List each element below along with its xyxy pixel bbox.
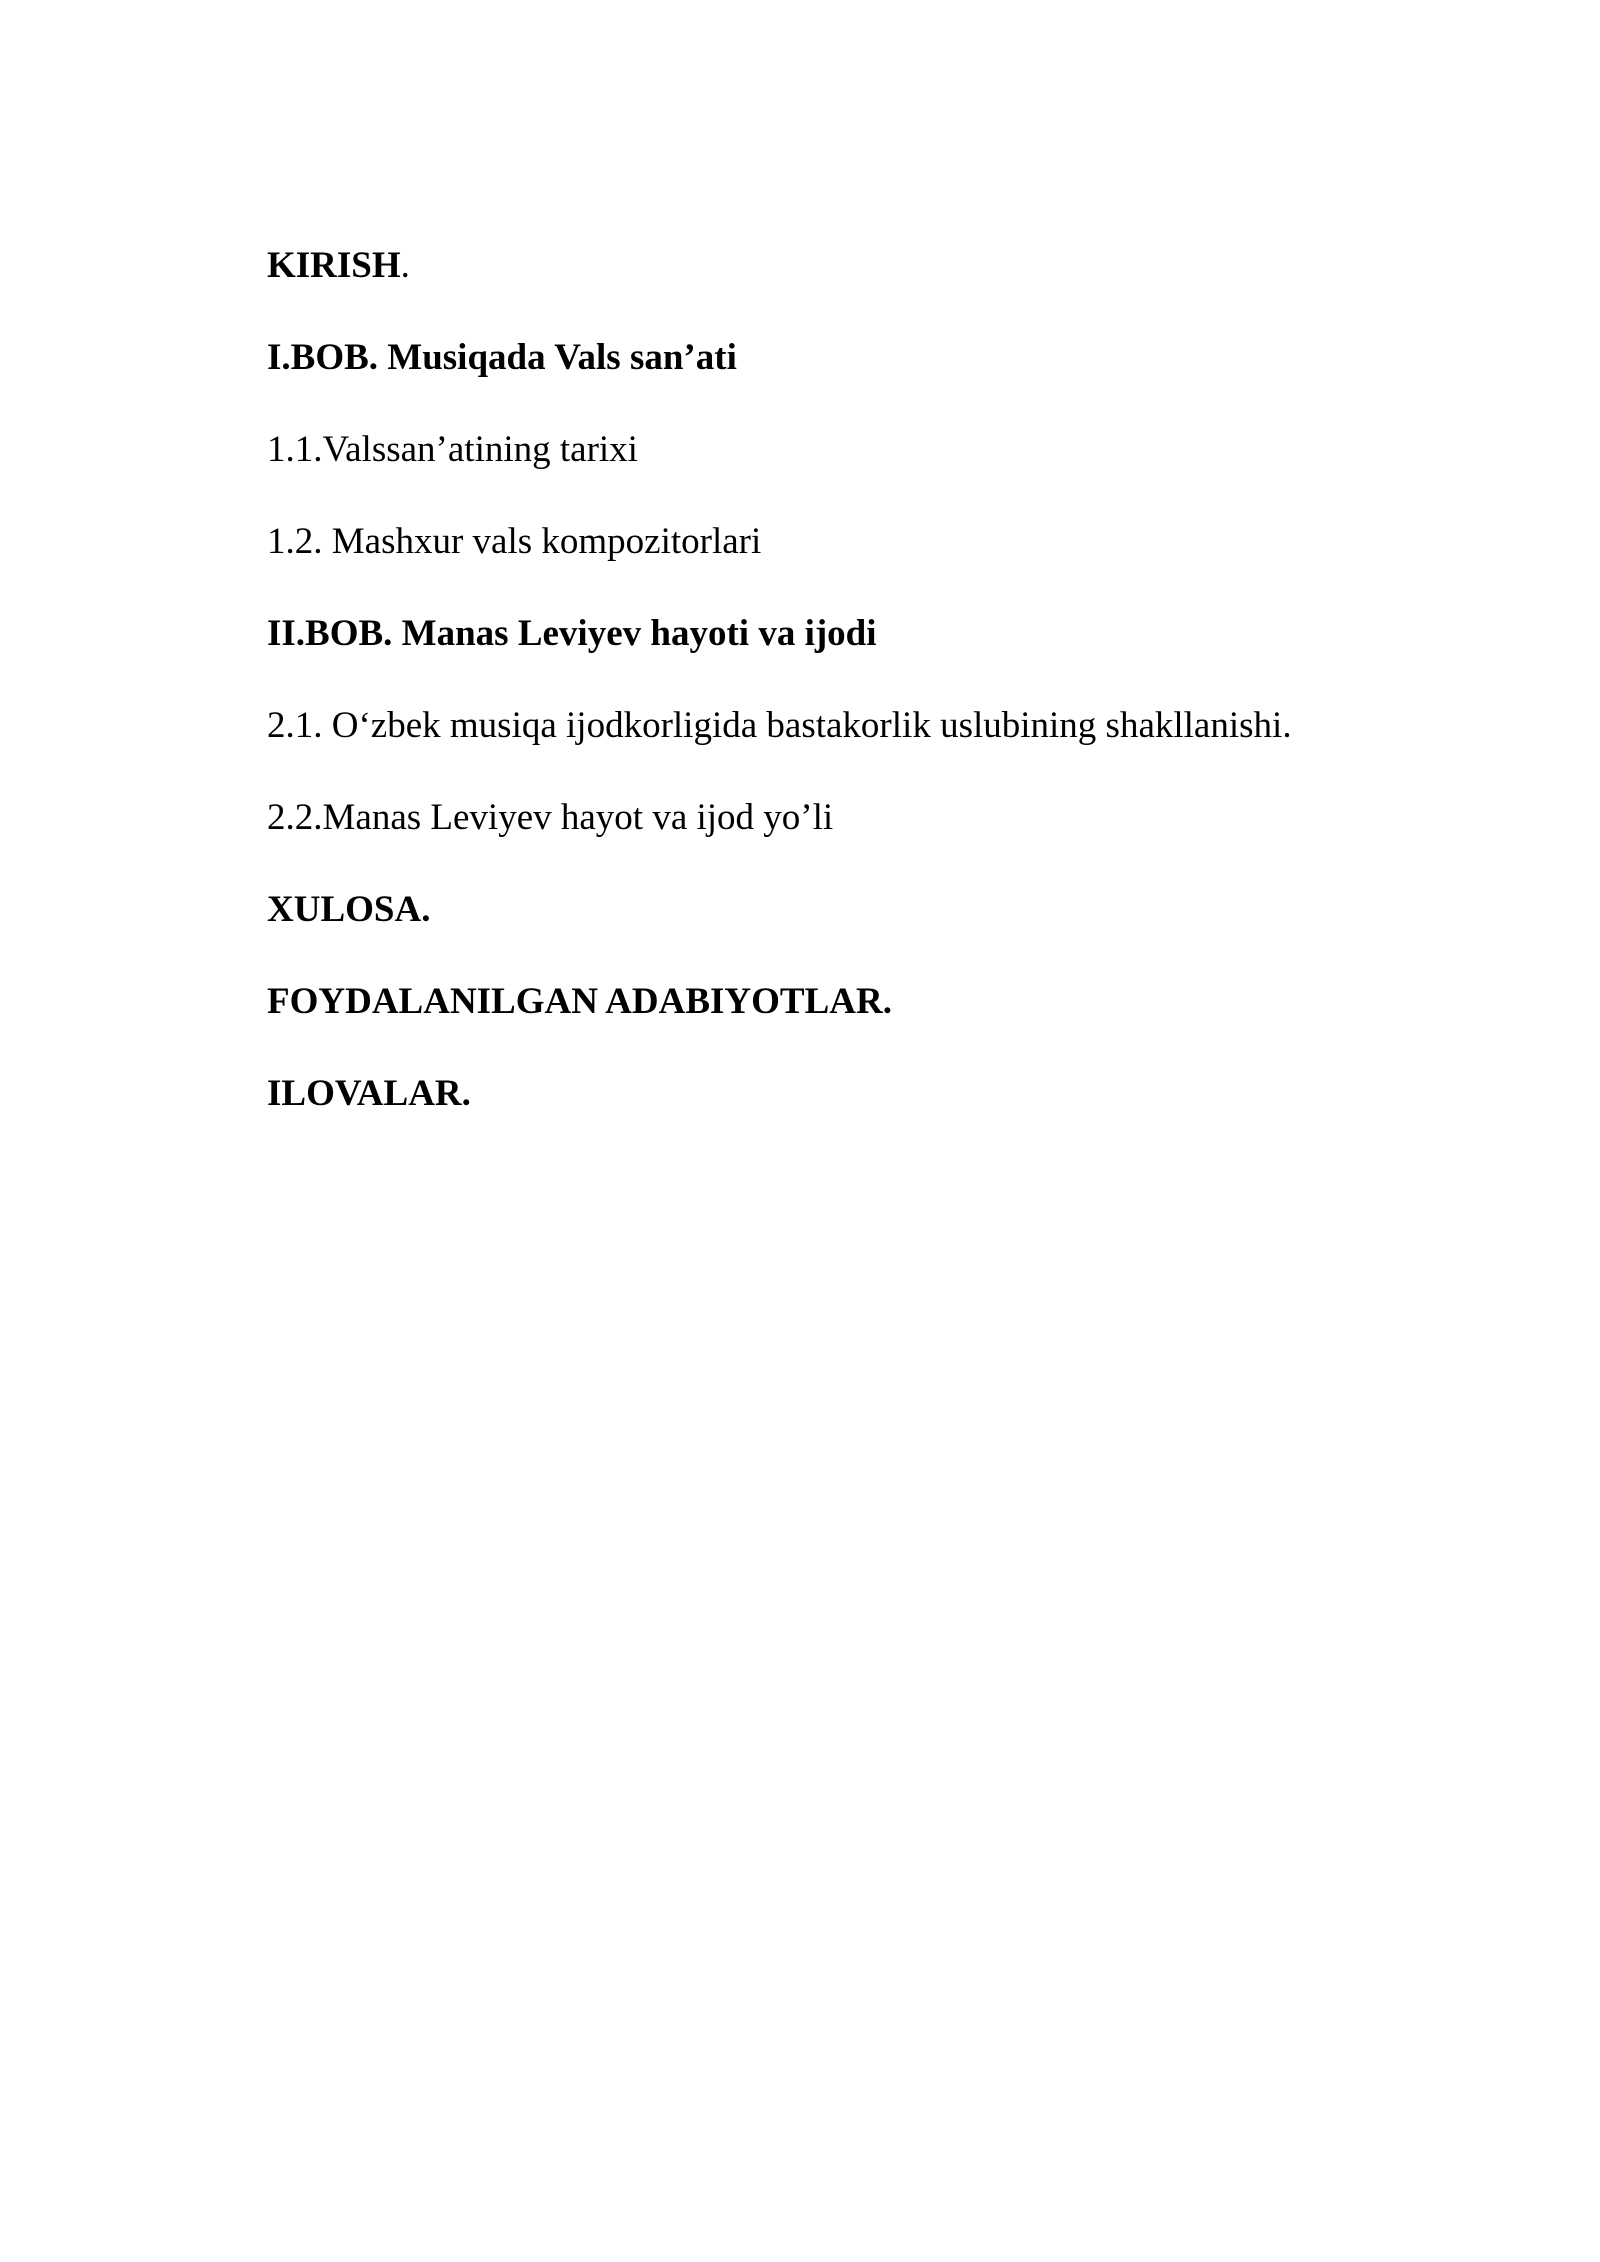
toc-entry-section-1-2: 1.2. Mashxur vals kompozitorlari [267, 521, 762, 562]
toc-entry-adabiyotlar: FOYDALANILGAN ADABIYOTLAR. [267, 981, 892, 1022]
toc-entry-section-1-1: 1.1.Valssan’atining tarixi [267, 429, 638, 470]
table-of-contents [267, 236, 1467, 1156]
toc-entry-section-2-1: 2.1. O‘zbek musiqa ijodkorligida bastakorlik uslubining shakllanishi. [267, 705, 1292, 746]
toc-entry-chapter-2: II.BOB. Manas Leviyev hayoti va ijodi [267, 613, 877, 654]
toc-entry-section-2-2: 2.2.Manas Leviyev hayot va ijod yo’li [267, 797, 834, 838]
toc-entry-kirish-title: KIRISH [267, 245, 401, 286]
toc-entry-kirish [267, 236, 1467, 328]
toc-entry-kirish-period: . [400, 245, 410, 286]
toc-entry-xulosa: XULOSA. [267, 889, 431, 930]
toc-entry-chapter-1: I.BOB. Musiqada Vals san’ati [267, 337, 737, 378]
toc-entry-ilovalar: ILOVALAR. [267, 1073, 471, 1114]
